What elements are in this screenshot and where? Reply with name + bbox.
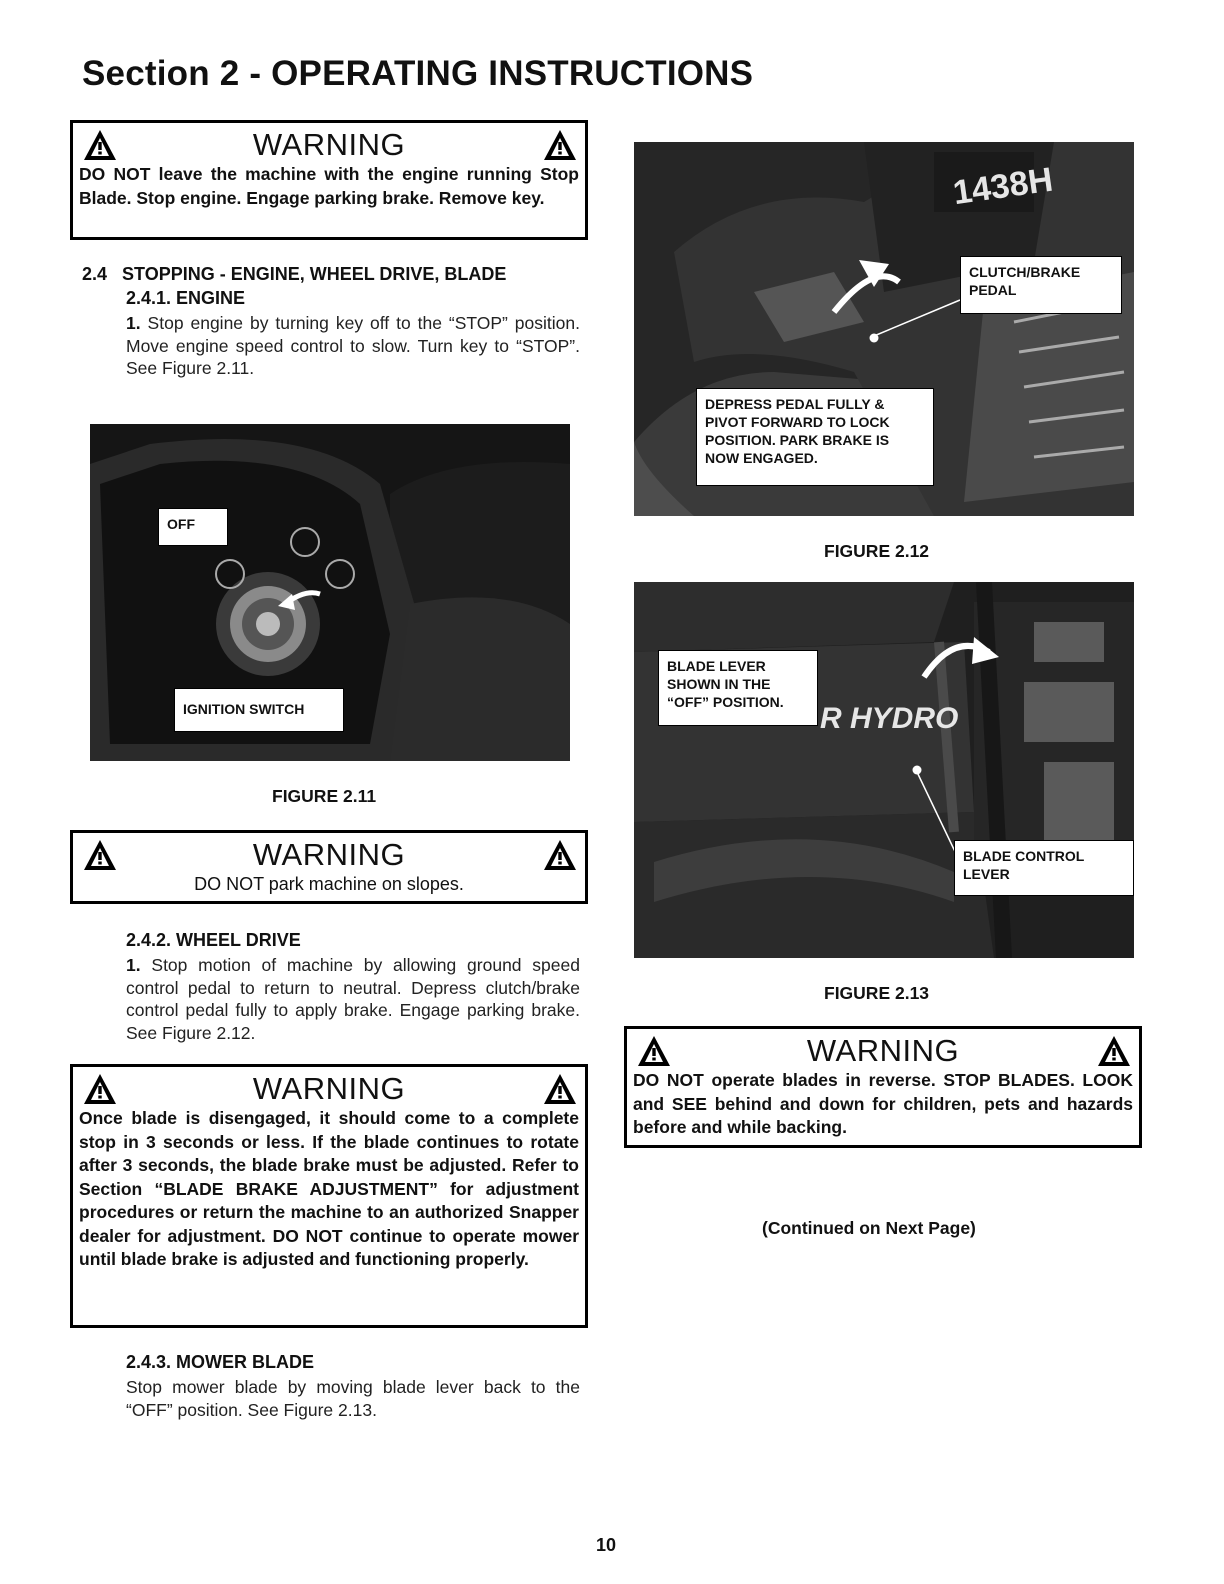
section-number: 2.4 [82, 264, 108, 284]
subsection-heading-wheel-drive: 2.4.2. WHEEL DRIVE [126, 930, 301, 950]
section-heading-2-4 [82, 264, 506, 285]
warning-header [73, 123, 585, 163]
warning-header [627, 1029, 1139, 1069]
callout-blade-lever-off: BLADE LEVER SHOWN IN THE “OFF” POSITION. [658, 650, 818, 726]
warning-header [73, 833, 585, 873]
wheel-drive-instructions [126, 954, 580, 1044]
callout-clutch-brake-pedal: CLUTCH/BRAKE PEDAL [960, 256, 1122, 314]
warning-text: DO NOT park machine on slopes. [194, 874, 464, 894]
figure-2-11-caption: FIGURE 2.11 [272, 786, 377, 806]
subsection-heading-engine: 2.4.1. ENGINE [126, 288, 246, 308]
subsection-heading-mower-blade: 2.4.3. MOWER BLADE [126, 1352, 315, 1372]
mower-blade-instructions: Stop mower blade by moving blade lever back to the “OFF” position. See Figure 2.13. [126, 1377, 580, 1420]
callout-blade-control-lever: BLADE CONTROL LEVER [954, 840, 1134, 896]
blade-control-lever-photo [634, 582, 1134, 958]
figure-2-11-image [90, 424, 570, 761]
warning-title: WARNING [806, 1033, 960, 1068]
page-number: 10 [596, 1535, 617, 1555]
callout-depress-pedal: DEPRESS PEDAL FULLY & PIVOT FORWARD TO LOCK POSITION. PARK BRAKE IS NOW ENGAGED. [696, 388, 934, 486]
warning-title: WARNING [252, 1071, 406, 1106]
callout-ignition-switch: IGNITION SWITCH [174, 688, 344, 732]
step-text: Stop motion of machine by allowing ground speed control pedal to return to neutral. Depress clutch/brake control pedal fully to apply brake. Engage parking brake. See Figure 2.12. [126, 955, 580, 1043]
section-heading-text: STOPPING - ENGINE, WHEEL DRIVE, BLADE [122, 264, 507, 284]
warning-header [73, 1067, 585, 1107]
warning-triangle-icon [1097, 1035, 1131, 1067]
continued-note: (Continued on Next Page) [762, 1218, 976, 1238]
warning-box-leave-machine [70, 120, 588, 240]
step-number: 1. [126, 955, 141, 975]
page-title: Section 2 - OPERATING INSTRUCTIONS [82, 54, 754, 93]
figure-2-12-image [634, 142, 1134, 516]
warning-text: DO NOT operate blades in reverse. STOP BLADES. LOOK and SEE behind and down for children, pets and hazards before and while backing. [633, 1070, 1133, 1137]
warning-triangle-icon [543, 1073, 577, 1105]
warning-text: Once blade is disengaged, it should come to a complete stop in 3 seconds or less. If the blade continues to rotate after 3 seconds, the blade brake must be adjusted. Refer to Section “BLADE BRAKE ADJUSTMENT” for adjustment procedures or return the machine to an authorized Snapper dealer for adjustment. DO NOT continue to operate mower until blade brake is adjusted and functioning properly. [79, 1108, 579, 1269]
engine-instructions [126, 312, 580, 380]
warning-box-blade-brake [70, 1064, 588, 1328]
step-number: 1. [126, 313, 141, 333]
model-decal: 1438H [950, 160, 1056, 213]
figure-2-12-caption: FIGURE 2.12 [824, 541, 930, 561]
warning-triangle-icon [543, 129, 577, 161]
figure-2-13-image [634, 582, 1134, 958]
model-decal: R HYDRO [820, 702, 959, 735]
warning-text: DO NOT leave the machine with the engine running Stop Blade. Stop engine. Engage parking brake. Remove key. [79, 164, 579, 208]
warning-box-slopes [70, 830, 588, 904]
callout-off: OFF [158, 508, 228, 546]
step-text: Stop engine by turning key off to the “STOP” position. Move engine speed control to slow. Turn key to “STOP”. See Figure 2.11. [126, 313, 580, 378]
warning-title: WARNING [252, 127, 406, 162]
warning-triangle-icon [543, 839, 577, 871]
warning-title: WARNING [252, 837, 406, 872]
figure-2-13-caption: FIGURE 2.13 [824, 983, 930, 1003]
warning-box-reverse [624, 1026, 1142, 1148]
